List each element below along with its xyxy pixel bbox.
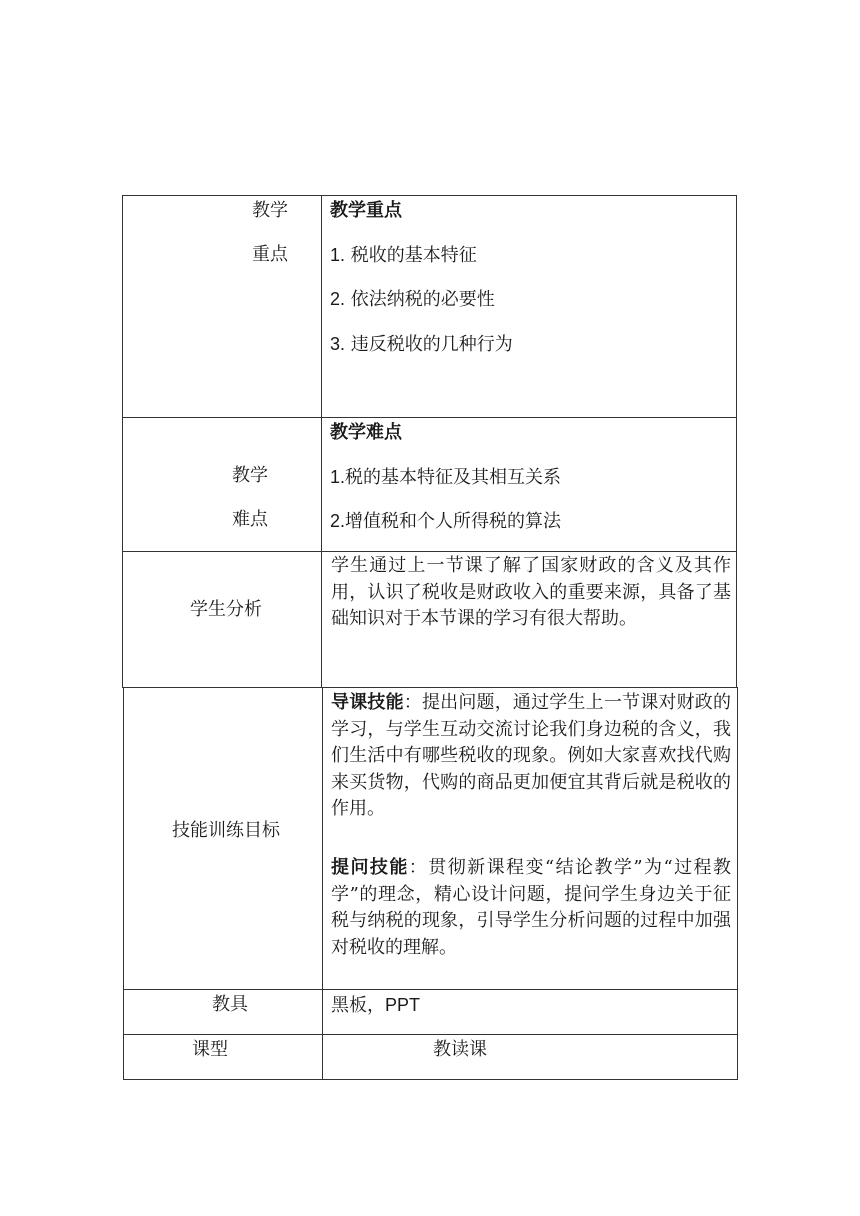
skills-paragraph-intro (331, 690, 731, 823)
skills-label: 技能训练目标 (172, 820, 280, 841)
row-line-4 (123, 989, 738, 990)
difficulties-label-line1: 教学 (232, 465, 268, 486)
key-point-item (330, 286, 495, 313)
difficulty-item (330, 464, 561, 491)
list-text: 税收的基本特征 (350, 245, 477, 266)
key-points-label-line1: 教学 (252, 200, 288, 221)
difficulties-heading: 教学难点 (330, 422, 402, 443)
list-text: 税的基本特征及其相互关系 (345, 467, 562, 488)
table-border-left-lower (123, 687, 124, 1080)
table-border-left-upper (122, 195, 123, 688)
lesson-type-label: 课型 (192, 1039, 228, 1060)
skill-name: 导课技能 (331, 692, 404, 713)
student-analysis-text: 学生通过上一节课了解了国家财政的含义及其作用，认识了税收是财政收入的重要来源，具备了基础知识对于本节课的学习有很大帮助。 (331, 555, 731, 629)
list-number: 2. (330, 511, 346, 531)
key-point-item (330, 331, 513, 358)
key-point-item (330, 242, 477, 269)
skill-description: ：贯彻新课程变“结论教学”为“过程教学”的理念，精心设计问题，提问学生身边关于征税与纳税的现象，引导学生分析问题的过程中加强对税收的理解。 (331, 857, 732, 958)
tools-value-main: 黑板， (331, 995, 385, 1016)
row-line-5 (123, 1034, 738, 1035)
tools-label: 教具 (212, 994, 248, 1015)
key-points-label-line2: 重点 (252, 244, 288, 265)
list-text: 依法纳税的必要性 (350, 289, 495, 310)
skills-paragraph-questioning (331, 855, 731, 961)
difficulty-item (330, 508, 561, 535)
table-divider-upper (321, 195, 322, 688)
skill-description: ：提出问题，通过学生上一节课对财政的学习，与学生互动交流讨论我们身边税的含义，我们生活中有哪些税收的现象。例如大家喜欢找代购来买货物，代购的商品更加便宜其背后就是税收的作用。 (331, 692, 732, 819)
table-border-right-lower (737, 687, 738, 1080)
row-line-3 (122, 687, 738, 688)
tools-value (331, 992, 420, 1019)
list-number: 1. (330, 467, 346, 487)
row-line-2 (122, 551, 737, 552)
row-line-1 (122, 417, 737, 418)
list-number: 1. (330, 245, 346, 265)
lesson-type-value: 教读课 (433, 1039, 487, 1060)
key-points-heading: 教学重点 (330, 200, 402, 221)
tools-value-suffix: PPT (385, 995, 421, 1015)
table-divider-lower (322, 687, 323, 1080)
skill-name: 提问技能 (331, 857, 409, 878)
table-border-right-upper (736, 195, 737, 688)
list-number: 3. (330, 334, 346, 354)
list-text: 违反税收的几种行为 (350, 334, 513, 355)
table-border-bottom (123, 1079, 738, 1080)
list-text: 增值税和个人所得税的算法 (345, 511, 562, 532)
table-border-top (122, 195, 737, 196)
difficulties-label-line2: 难点 (232, 509, 268, 530)
list-number: 2. (330, 289, 346, 309)
student-analysis-label: 学生分析 (190, 599, 262, 620)
